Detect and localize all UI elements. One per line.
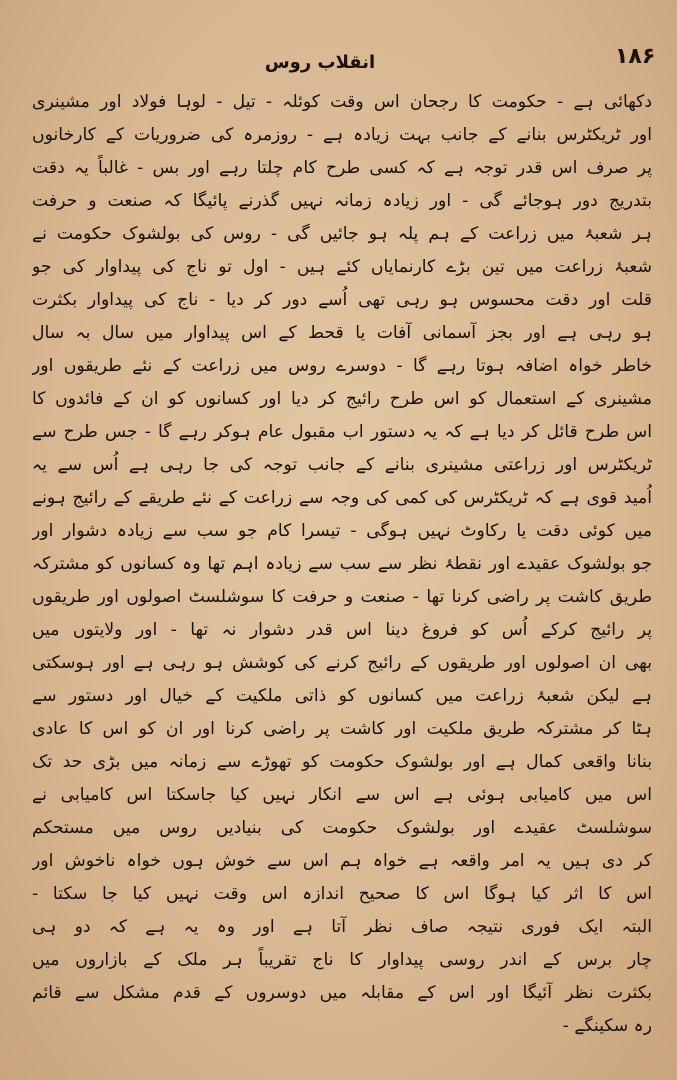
text-line: بھی ان اصولوں اور طریقوں کے رائیج کرنے کی کوشش ہو رہی ہے اور ہوسکتی <box>32 653 652 673</box>
text-line: دکھائی ہے - حکومت کا رجحان اس وقت کوئلہ - تیل - لوہا فولاد اور مشینری <box>32 92 652 112</box>
text-line: اس میں کامیابی ہوئی ہے اس سے انکار نہیں کیا جاسکتا اس کامیابی نے <box>32 785 652 805</box>
text-line: شعبۂ زراعت میں تین بڑے کارنمایاں کئے ہیں - اول تو ناج کی پیداوار کی جو <box>32 257 652 277</box>
text-line: جو بولشوک عقیدے اور نقطۂ نظر سے سب سے زیادہ اہم تھا وہ کسانوں کو مشترکہ <box>32 554 652 574</box>
text-line: چار برس کے اندر روسی پیداوار کا ناج تقریباً ہر ملک کے بازاروں میں <box>32 950 652 970</box>
text-line: قلت اور دقت محسوس ہو رہی تھی اُسے دور کر دیا - ناج کی پیداوار بکثرت <box>32 290 652 310</box>
text-line: اُمید قوی ہے کہ ٹریکٹرس کی کمی کی وجہ سے زراعت کے نئے طریقے کے رائیج ہونے <box>32 488 652 508</box>
text-line: ٹریکٹرس اور زراعتی مشینری بنانے کے جانب توجہ کی جا رہی ہے اُس سے یہ <box>32 455 652 475</box>
text-line: اس کا اثر کیا ہوگا اس کا صحیح اندازہ اس وقت نہیں کیا جا سکتا - <box>32 884 652 904</box>
text-line: ہٹا کر مشترکہ طریق ملکیت اور کاشت پر راضی کرنا اور ان کو اس کا عادی <box>32 719 652 739</box>
text-line: طریق کاشت پر راضی کرنا تھا - صنعت و حرفت کا سوشلسٹ اصولوں اور طریقوں <box>32 587 652 607</box>
text-line: پر صرف اس قدر توجہ ہے کہ کسی طرح کام چلتا رہے اور بس - غالباً یہ دقت <box>32 158 652 178</box>
running-head-title: انقلاب روس <box>264 52 376 73</box>
text-line: بتدریج دور ہوجائے گی - اور زیادہ زمانہ نہیں گذرنے پائیگا کہ صنعت و حرفت <box>32 191 652 211</box>
page-number: ۱۸۶ <box>615 44 656 69</box>
text-line: بنانا واقعی کمال ہے اور بولشوک حکومت کو تھوڑے سے زمانہ میں بڑی حد تک <box>32 752 652 772</box>
text-line: میں کوئی دقت یا رکاوٹ نہیں ہوگی - تیسرا کام جو سب سے زیادہ دشوار اور <box>32 521 652 541</box>
text-line: اس طرح قائل کر دیا ہے کہ یہ دستور اب مقبول عام ہوکر رہے گا - جس طرح سے <box>32 422 652 442</box>
text-line: مشینری کے استعمال کو اس طرح رائیج کر دیا اور کسانوں کو ان کے فائدوں کا <box>32 389 652 409</box>
text-line: ہے لیکن شعبۂ زراعت میں کسانوں کو ذاتی ملکیت کے خیال اور دستور سے <box>32 686 652 706</box>
text-line: بکثرت نظر آئیگا اور اس کے مقابلہ میں دوسروں کے قدم مشکل سے قائم <box>32 983 652 1003</box>
text-line: پر رائیج کرکے اُس کو فروغ دینا اس قدر دشوار نہ تھا - اور ولایتوں میں <box>32 620 652 640</box>
text-line: سوشلسٹ عقیدے اور بولشوک حکومت کی بنیادیں روس میں مستحکم <box>32 818 652 838</box>
text-line: کر دی ہیں یہ امر واقعہ ہے خواہ ہم اس سے خوش ہوں خواہ ناخوش اور <box>32 851 652 871</box>
text-line: البتہ ایک فوری نتیجہ صاف نظر آتا ہے اور وہ یہ ہے کہ دو ہی <box>32 917 652 937</box>
text-line: اور ٹریکٹرس بنانے کے جانب بہت زیادہ ہے - روزمرہ کی ضروریات کے کارخانوں <box>32 125 652 145</box>
text-line: ہر شعبۂ میں زراعت کے ہم پلہ ہو جائیں گی - روس کی بولشوک حکومت نے <box>32 224 652 244</box>
text-line: رہ سکینگے - <box>562 1016 652 1036</box>
text-line: خاطر خواہ اضافہ ہوتا رہے گا - دوسرے روس میں زراعت کے نئے طریقوں اور <box>32 356 652 376</box>
body-text <box>32 86 652 1043</box>
text-line: ہو رہی ہے اور بجز آسمانی آفات یا قحط کے اس پیداوار میں سال بہ سال <box>32 323 652 343</box>
